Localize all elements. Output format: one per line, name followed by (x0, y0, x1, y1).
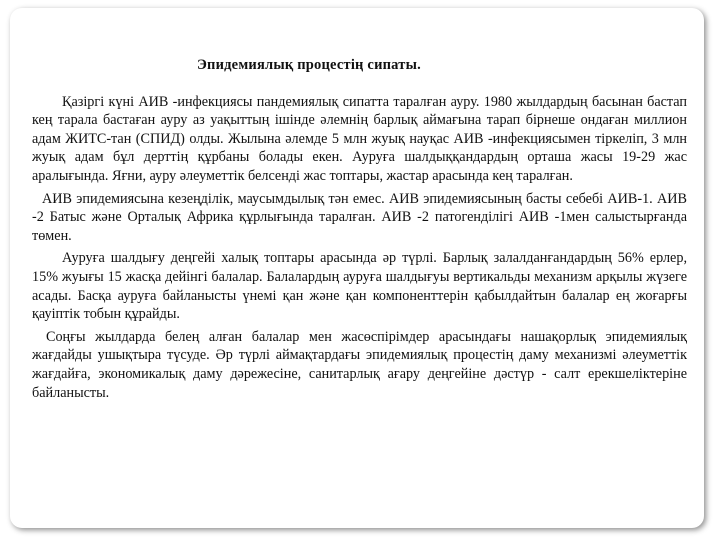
paragraph-3: Ауруға шалдығу деңгейі халық топтары арасында әр түрлі. Барлық залалданғандардың 56% ерлер, 15% жуығы 15 жасқа дейінгі балалар. Балалардың ауруға шалдығуы вертикальды механизм арқылы жүзеге асады. Басқа ауруға байланысты үнемі қан және қан компоненттерін қабылдайтын балалар ең жоғарғы қауіптік тобын құрайды. (32, 250, 687, 323)
slide (10, 8, 704, 528)
slide-title: Эпидемиялық процестің сипаты. (197, 57, 421, 73)
paragraph-4: Соңғы жылдарда белең алған балалар мен жасөспірімдер арасындағы нашақорлық эпидемиялық жағдайды ушықтыра түсуде. Әр түрлі аймақтардағы эпидемиялық процестің даму механизмі әлеуметтік жағдайға, экономикалық даму дәрежесіне, санитарлық ағару деңгейіне дәстүр - салт ерекшеліктеріне байланысты. (32, 328, 687, 401)
slide-content (32, 56, 687, 406)
paragraph-2: АИВ эпидемиясына кезеңділік, маусымдылық тән емес. АИВ эпидемиясының басты себебі АИВ-1. АИВ -2 Батыс және Орталық Африка құрлығында таралған. АИВ -2 патогенділігі АИВ -1мен салыстырғанда төмен. (32, 190, 687, 244)
paragraph-1: Қазіргі күні АИВ -инфекциясы пандемиялық сипатта таралған ауру. 1980 жылдардың басынан бастап кең тарала бастаған ауру аз уақыттың ішінде әлемнің барлық аймағына тарап бірнеше ондаған миллион адам ЖИТС-тан (СПИД) олды. Жылына әлемде 5 млн жуық науқас АИВ -инфекциясымен тіркеліп, 3 млн жуық адам бұл дерттің құрбаны болады екен. Ауруға шалдыққандардың орташа жасы 19-29 жас аралығында. Яғни, ауру әлеуметтік белсенді жас топтары, жастар арасында кең таралған. (32, 93, 687, 184)
